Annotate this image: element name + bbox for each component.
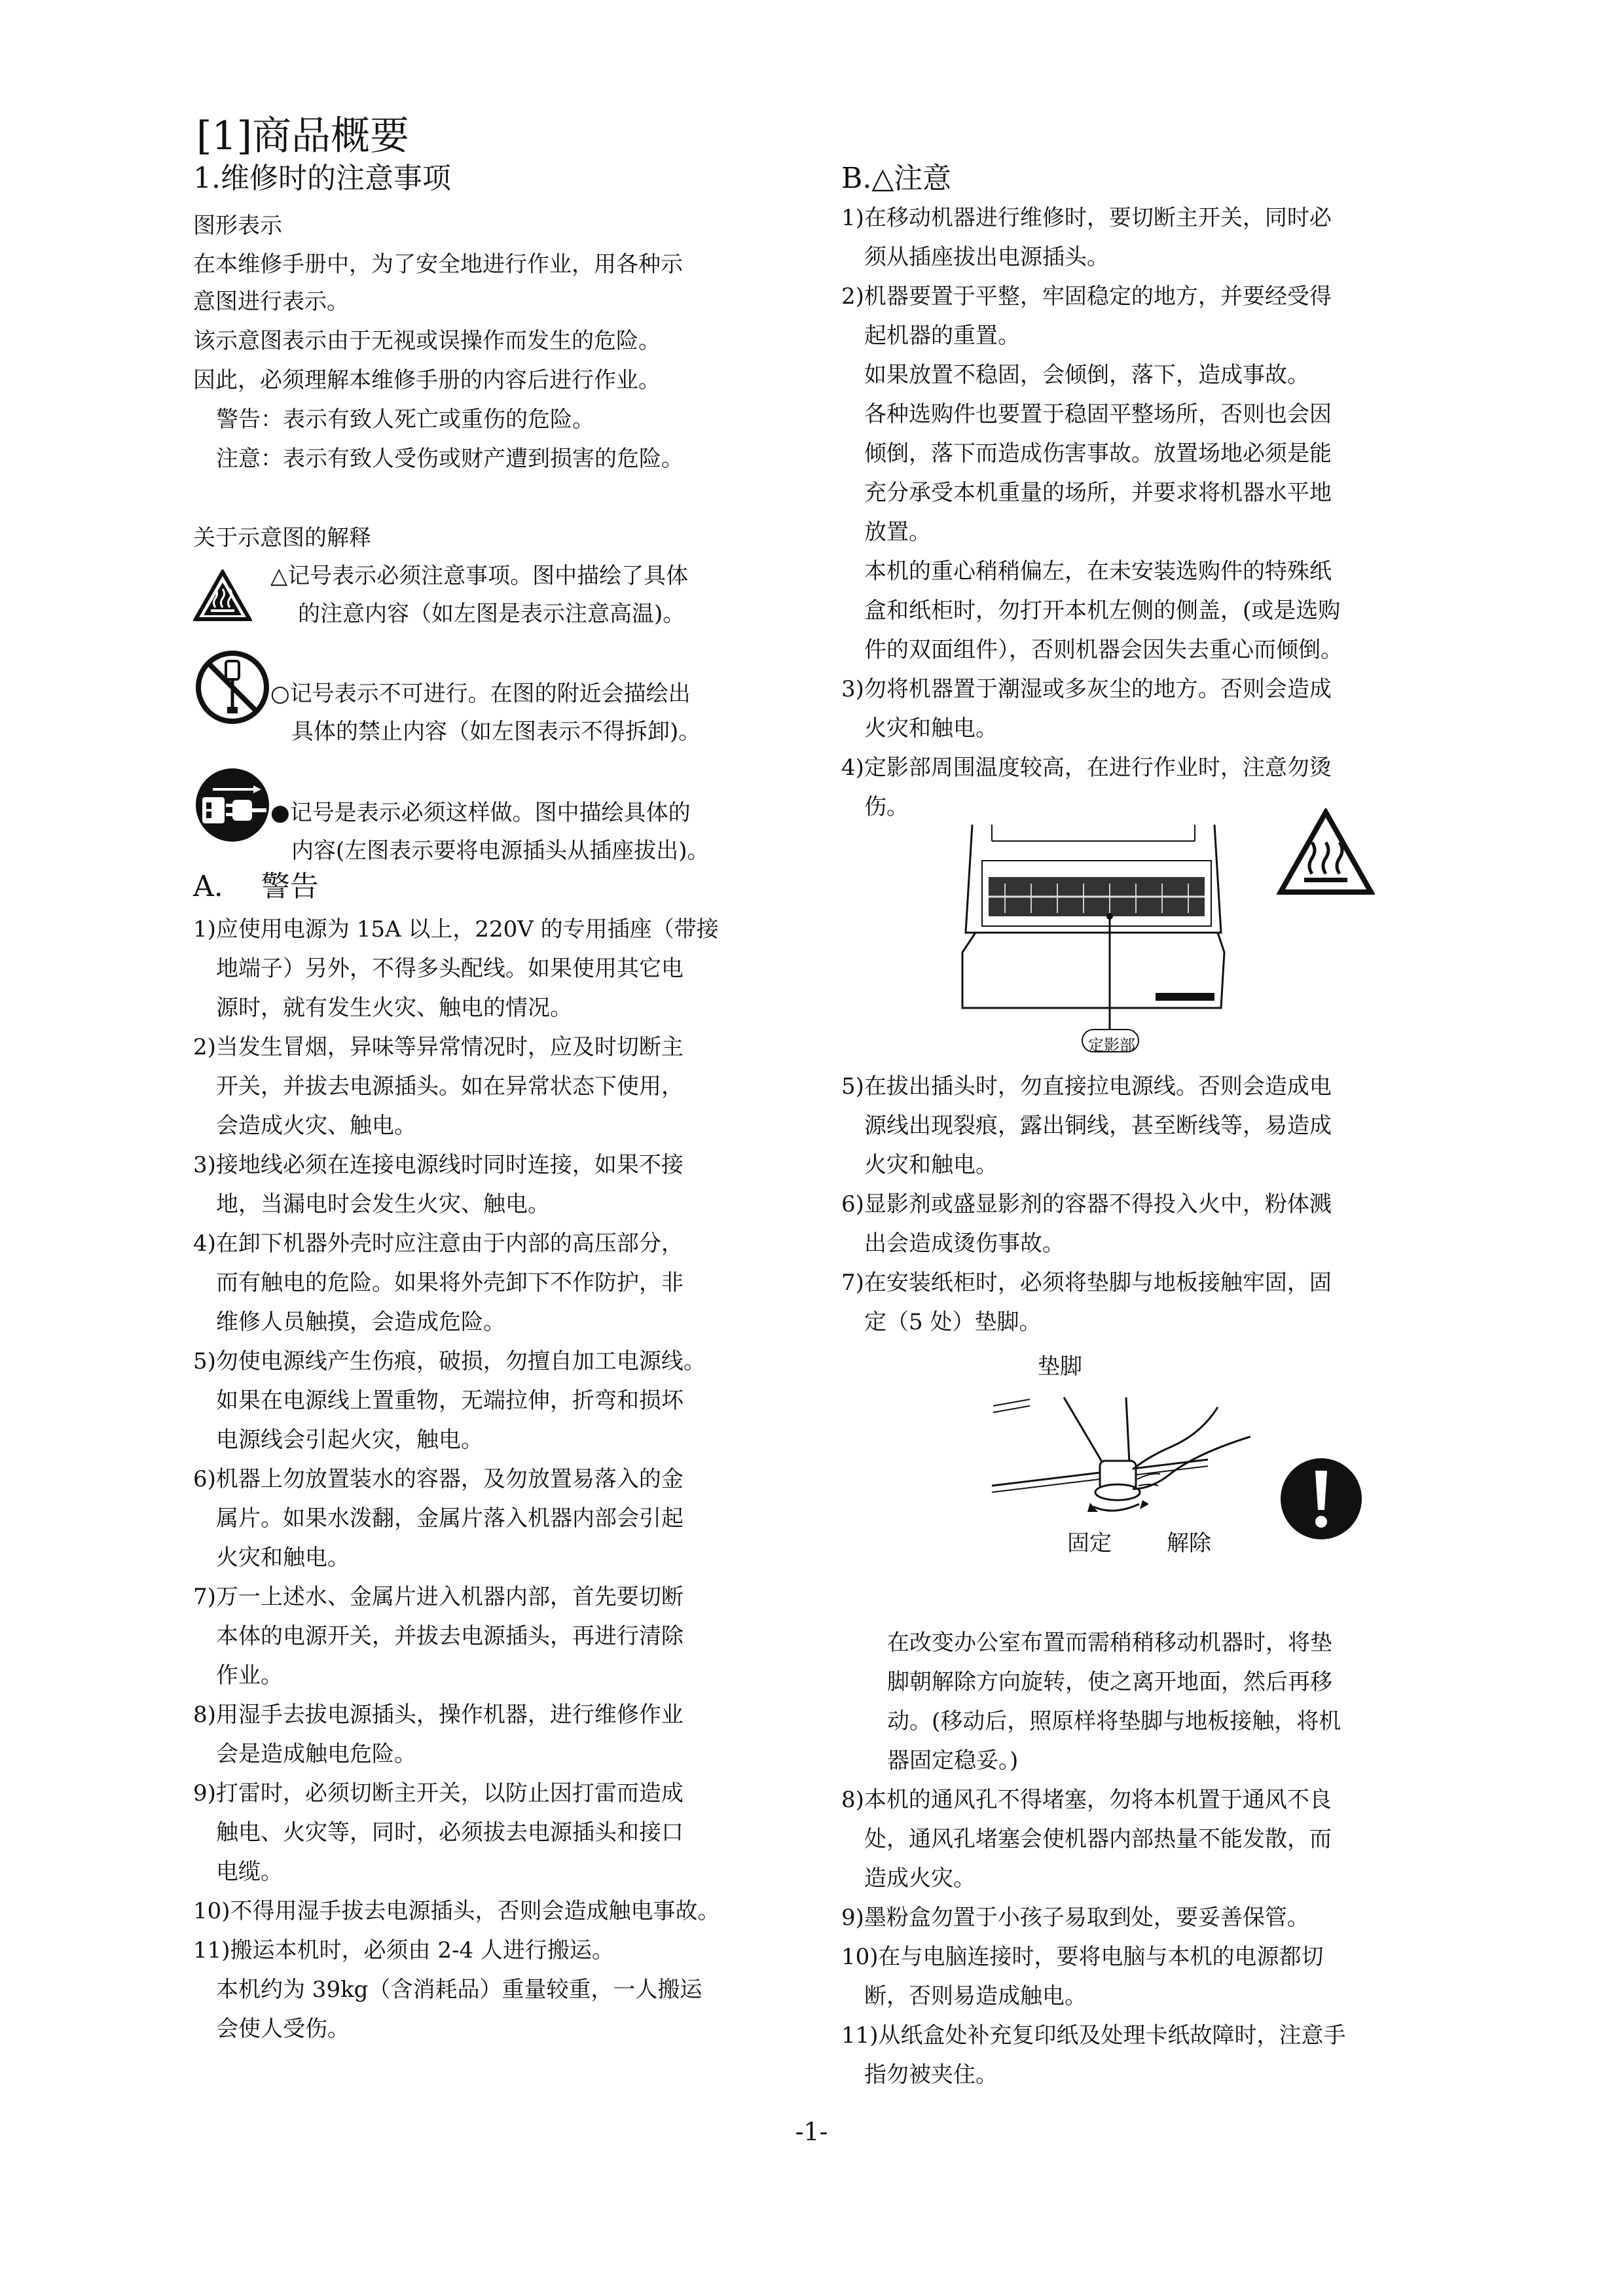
intro-line: 因此，必须理解本维修手册的内容后进行作业。 (193, 367, 661, 393)
caution-line: 动。(移动后，照原样将垫脚与地板接触，将机 (887, 1708, 1341, 1734)
caution-line: 倾倒，落下而造成伤害事故。放置场地必须是能 (864, 440, 1332, 467)
prohibit-symbol-text: ○记号表示不可进行。在图的附近会描绘出 (270, 681, 691, 707)
warning-line: 6)机器上勿放置装水的容器，及勿放置易落入的金 (193, 1466, 684, 1492)
warning-line: 维修人员触摸，会造成危险。 (216, 1309, 505, 1335)
warning-line: 地端子）另外，不得多头配线。如果使用其它电 (216, 956, 684, 982)
caution-line: 器固定稳妥。) (887, 1748, 1019, 1774)
caution-line: 指勿被夹住。 (864, 2062, 998, 2088)
warning-line: 电缆。 (216, 1859, 283, 1885)
caution-line: 断，否则易造成触电。 (864, 1983, 1087, 2009)
caution-line: 件的双面组件），否则机器会因失去重心而倾倒。 (864, 637, 1343, 663)
warning-line: 电源线会引起火灾，触电。 (216, 1427, 483, 1453)
caution-line: 充分承受本机重量的场所，并要求将机器水平地 (864, 480, 1332, 506)
mandatory-action-icon (1279, 1456, 1364, 1541)
mandatory-symbol-text: 内容(左图表示要将电源插头从插座拔出)。 (291, 838, 710, 864)
warning-line: 属片。如果水泼翻，金属片落入机器内部会引起 (216, 1505, 684, 1532)
warning-line: 开关，并拔去电源插头。如在异常状态下使用， (216, 1073, 684, 1100)
warning-line: 11)搬运本机时，必须由 2-4 人进行搬运。 (193, 1937, 614, 1964)
caution-line: 各种选购件也要置于稳固平整场所，否则也会因 (864, 401, 1332, 427)
intro-line: 警告：表示有致人死亡或重伤的危险。 (216, 406, 594, 433)
warning-line: 本体的电源开关，并拔去电源插头，再进行清除 (216, 1623, 684, 1649)
caution-line: 7)在安装纸柜时，必须将垫脚与地板接触牢固，固 (841, 1270, 1332, 1296)
caution-hot-icon (193, 569, 252, 622)
sub-heading: 图形表示 (193, 213, 282, 239)
caution-line: 本机的重心稍稍偏左，在未安装选购件的特殊纸 (864, 558, 1332, 584)
fuser-illustration (959, 821, 1228, 1057)
fix-label: 固定 (1067, 1530, 1112, 1556)
warning-line: 本机约为 39kg（含消耗品）重量较重，一人搬运 (216, 1977, 702, 2003)
warning-line: 会造成火灾、触电。 (216, 1113, 416, 1139)
warning-line: 9)打雷时，必须切断主开关，以防止因打雷而造成 (193, 1780, 684, 1806)
intro-line: 注意：表示有致人受伤或财产遭到损害的危险。 (216, 446, 684, 472)
caution-line: 起机器的重置。 (864, 323, 1020, 349)
warning-line: 源时，就有发生火灾、触电的情况。 (216, 995, 572, 1021)
warning-line: 8)用湿手去拔电源插头，操作机器，进行维修作业 (193, 1702, 684, 1728)
caution-line: 须从插座拔出电源插头。 (864, 244, 1109, 270)
warning-line: 触电、火灾等，同时，必须拔去电源插头和接口 (216, 1820, 684, 1846)
warning-line: 会是造成触电危险。 (216, 1741, 416, 1767)
caution-line: 放置。 (864, 519, 931, 545)
caution-line: 盒和纸柜时，勿打开本机左侧的侧盖，(或是选购 (864, 598, 1341, 624)
warning-line: 作业。 (216, 1662, 283, 1689)
caution-line: 4)定影部周围温度较高，在进行作业时，注意勿烫 (841, 755, 1332, 781)
caution-line: 1)在移动机器进行维修时，要切断主开关，同时必 (841, 205, 1332, 231)
caution-symbol-text: △记号表示必须注意事项。图中描绘了具体 (270, 563, 689, 589)
release-label: 解除 (1167, 1530, 1211, 1556)
warning-line: 火灾和触电。 (216, 1545, 350, 1571)
warning-line: 而有触电的危险。如果将外壳卸下不作防护，非 (216, 1270, 684, 1296)
caution-line: 出会造成烫伤事故。 (864, 1230, 1065, 1257)
caution-line: 定（5 处）垫脚。 (864, 1309, 1042, 1335)
foot-label: 垫脚 (1038, 1354, 1082, 1380)
caution-line: 处，通风孔堵塞会使机器内部热量不能发散，而 (864, 1826, 1332, 1852)
warning-line: 会使人受伤。 (216, 2016, 350, 2042)
mandatory-symbol-text: ●记号是表示必须这样做。图中描绘具体的 (270, 800, 691, 826)
warning-line: 3)接地线必须在连接电源线时同时连接，如果不接 (193, 1152, 684, 1178)
warning-line: 如果在电源线上置重物，无端拉伸，折弯和损坏 (216, 1388, 684, 1414)
warning-line: 4)在卸下机器外壳时应注意由于内部的高压部分， (193, 1230, 684, 1257)
caution-line: 伤。 (864, 794, 909, 820)
symbols-heading: 关于示意图的解释 (193, 525, 371, 551)
caution-line: 3)勿将机器置于潮湿或多灰尘的地方。否则会造成 (841, 676, 1332, 702)
hot-surface-icon (1277, 808, 1375, 897)
warning-line: 7)万一上述水、金属片进入机器内部，首先要切断 (193, 1584, 684, 1610)
intro-line: 在本维修手册中，为了安全地进行作业，用各种示 (193, 251, 683, 278)
caution-line: 2)机器要置于平整，牢固稳定的地方，并要经受得 (841, 283, 1332, 310)
caution-line: 源线出现裂痕，露出铜线，甚至断线等，易造成 (864, 1113, 1332, 1139)
warning-line: 1)应使用电源为 15A 以上，220V 的专用插座（带接 (193, 916, 719, 942)
warning-heading: A. 警告 (193, 870, 319, 903)
caution-line: 5)在拔出插头时，勿直接拉电源线。否则会造成电 (841, 1073, 1332, 1100)
caution-line: 10)在与电脑连接时，要将电脑与本机的电源都切 (841, 1944, 1324, 1970)
caution-line: 如果放置不稳固，会倾倒，落下，造成事故。 (864, 362, 1309, 388)
caution-line: 火灾和触电。 (864, 1152, 998, 1178)
page-number: -1- (795, 2117, 828, 2146)
fuser-label: 定影部 (1088, 1036, 1135, 1054)
caution-line: 9)墨粉盒勿置于小孩子易取到处，要妥善保管。 (841, 1905, 1309, 1931)
caution-line: 火灾和触电。 (864, 715, 998, 742)
caution-symbol-text: 的注意内容（如左图是表示注意高温)。 (298, 601, 685, 627)
prohibit-symbol-text: 具体的禁止内容（如左图表示不得拆卸)。 (291, 719, 701, 745)
caution-line: 在改变办公室布置而需稍稍移动机器时，将垫 (887, 1630, 1332, 1656)
caution-line: 脚朝解除方向旋转，使之离开地面，然后再移 (887, 1669, 1332, 1695)
unplug-icon (193, 766, 272, 844)
intro-line: 该示意图表示由于无视或误操作而发生的危险。 (193, 328, 661, 354)
adjuster-foot-illustration (992, 1388, 1293, 1545)
caution-line: 造成火灾。 (864, 1865, 976, 1892)
section-heading: 1.维修时的注意事项 (193, 162, 451, 195)
caution-line: 8)本机的通风孔不得堵塞，勿将本机置于通风不良 (841, 1787, 1332, 1813)
caution-line: 6)显影剂或盛显影剂的容器不得投入火中，粉体溅 (841, 1191, 1332, 1217)
intro-line: 意图进行表示。 (193, 289, 349, 315)
page-title: [1]商品概要 (196, 113, 409, 159)
warning-line: 地，当漏电时会发生火灾、触电。 (216, 1191, 550, 1217)
prohibit-disassembly-icon (193, 648, 272, 726)
caution-line: 11)从纸盒处补充复印纸及处理卡纸故障时，注意手 (841, 2022, 1346, 2049)
warning-line: 10)不得用湿手拔去电源插头，否则会造成触电事故。 (193, 1898, 720, 1924)
warning-line: 5)勿使电源线产生伤痕，破损，勿擅自加工电源线。 (193, 1348, 706, 1374)
warning-line: 2)当发生冒烟，异味等异常情况时，应及时切断主 (193, 1034, 684, 1060)
caution-heading: B.△注意 (841, 162, 952, 195)
